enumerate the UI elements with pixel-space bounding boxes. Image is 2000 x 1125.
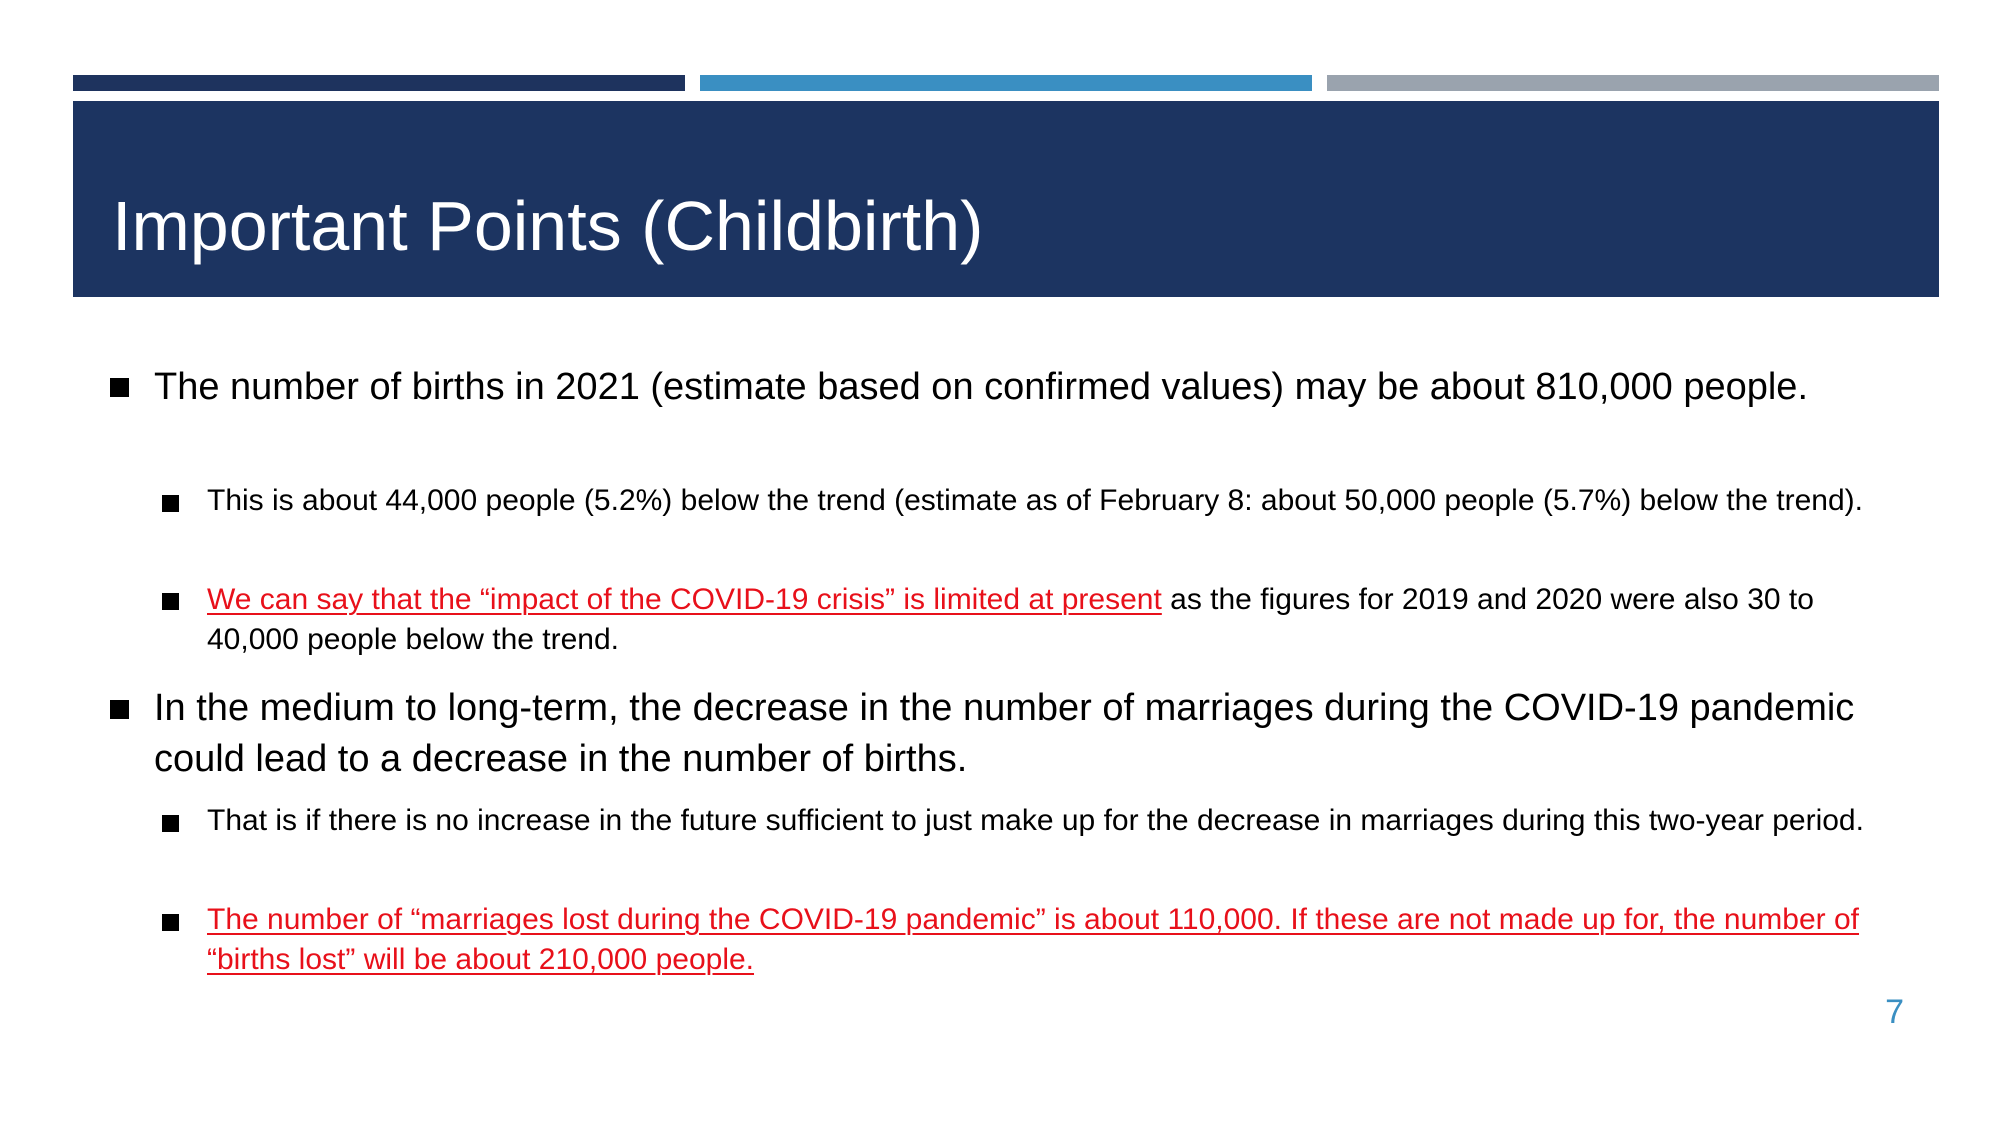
- slide-title: Important Points (Childbirth): [112, 187, 984, 265]
- bullet-text: The number of births in 2021 (estimate based on confirmed values) may be about 810,000 people.: [154, 366, 1809, 408]
- square-bullet-icon: [110, 378, 129, 397]
- square-bullet-icon: [162, 593, 179, 610]
- highlighted-text: The number of “marriages lost during the COVID-19 pandemic” is about 110,000. If these are not made up for, the number of “births lost” will be about 210,000 people.: [207, 903, 1860, 976]
- bullet-text-continued: as the figures for 2019 and 2020 were also 30 to 40,000 people below the trend.: [207, 583, 1814, 656]
- bullet-text: That is if there is no increase in the future sufficient to just make up for the decrease in marriages during this two-year period.: [207, 804, 1864, 837]
- square-bullet-icon: [162, 914, 179, 931]
- square-bullet-icon: [110, 700, 129, 719]
- page-number: 7: [1885, 993, 1904, 1031]
- bullet-text: [207, 900, 1907, 980]
- bullet-text: [207, 580, 1907, 660]
- highlighted-text: We can say that the “impact of the COVID-19 crisis” is limited at present: [207, 583, 1162, 616]
- bullet-text: This is about 44,000 people (5.2%) below the trend (estimate as of February 8: about 50,000 people (5.7%) below the trend).: [207, 484, 1863, 517]
- square-bullet-icon: [162, 815, 179, 832]
- bullet-text: In the medium to long-term, the decrease in the number of marriages during the COVID-19 pandemic could lead to a decrease in the number of births.: [154, 687, 1855, 780]
- square-bullet-icon: [162, 495, 179, 512]
